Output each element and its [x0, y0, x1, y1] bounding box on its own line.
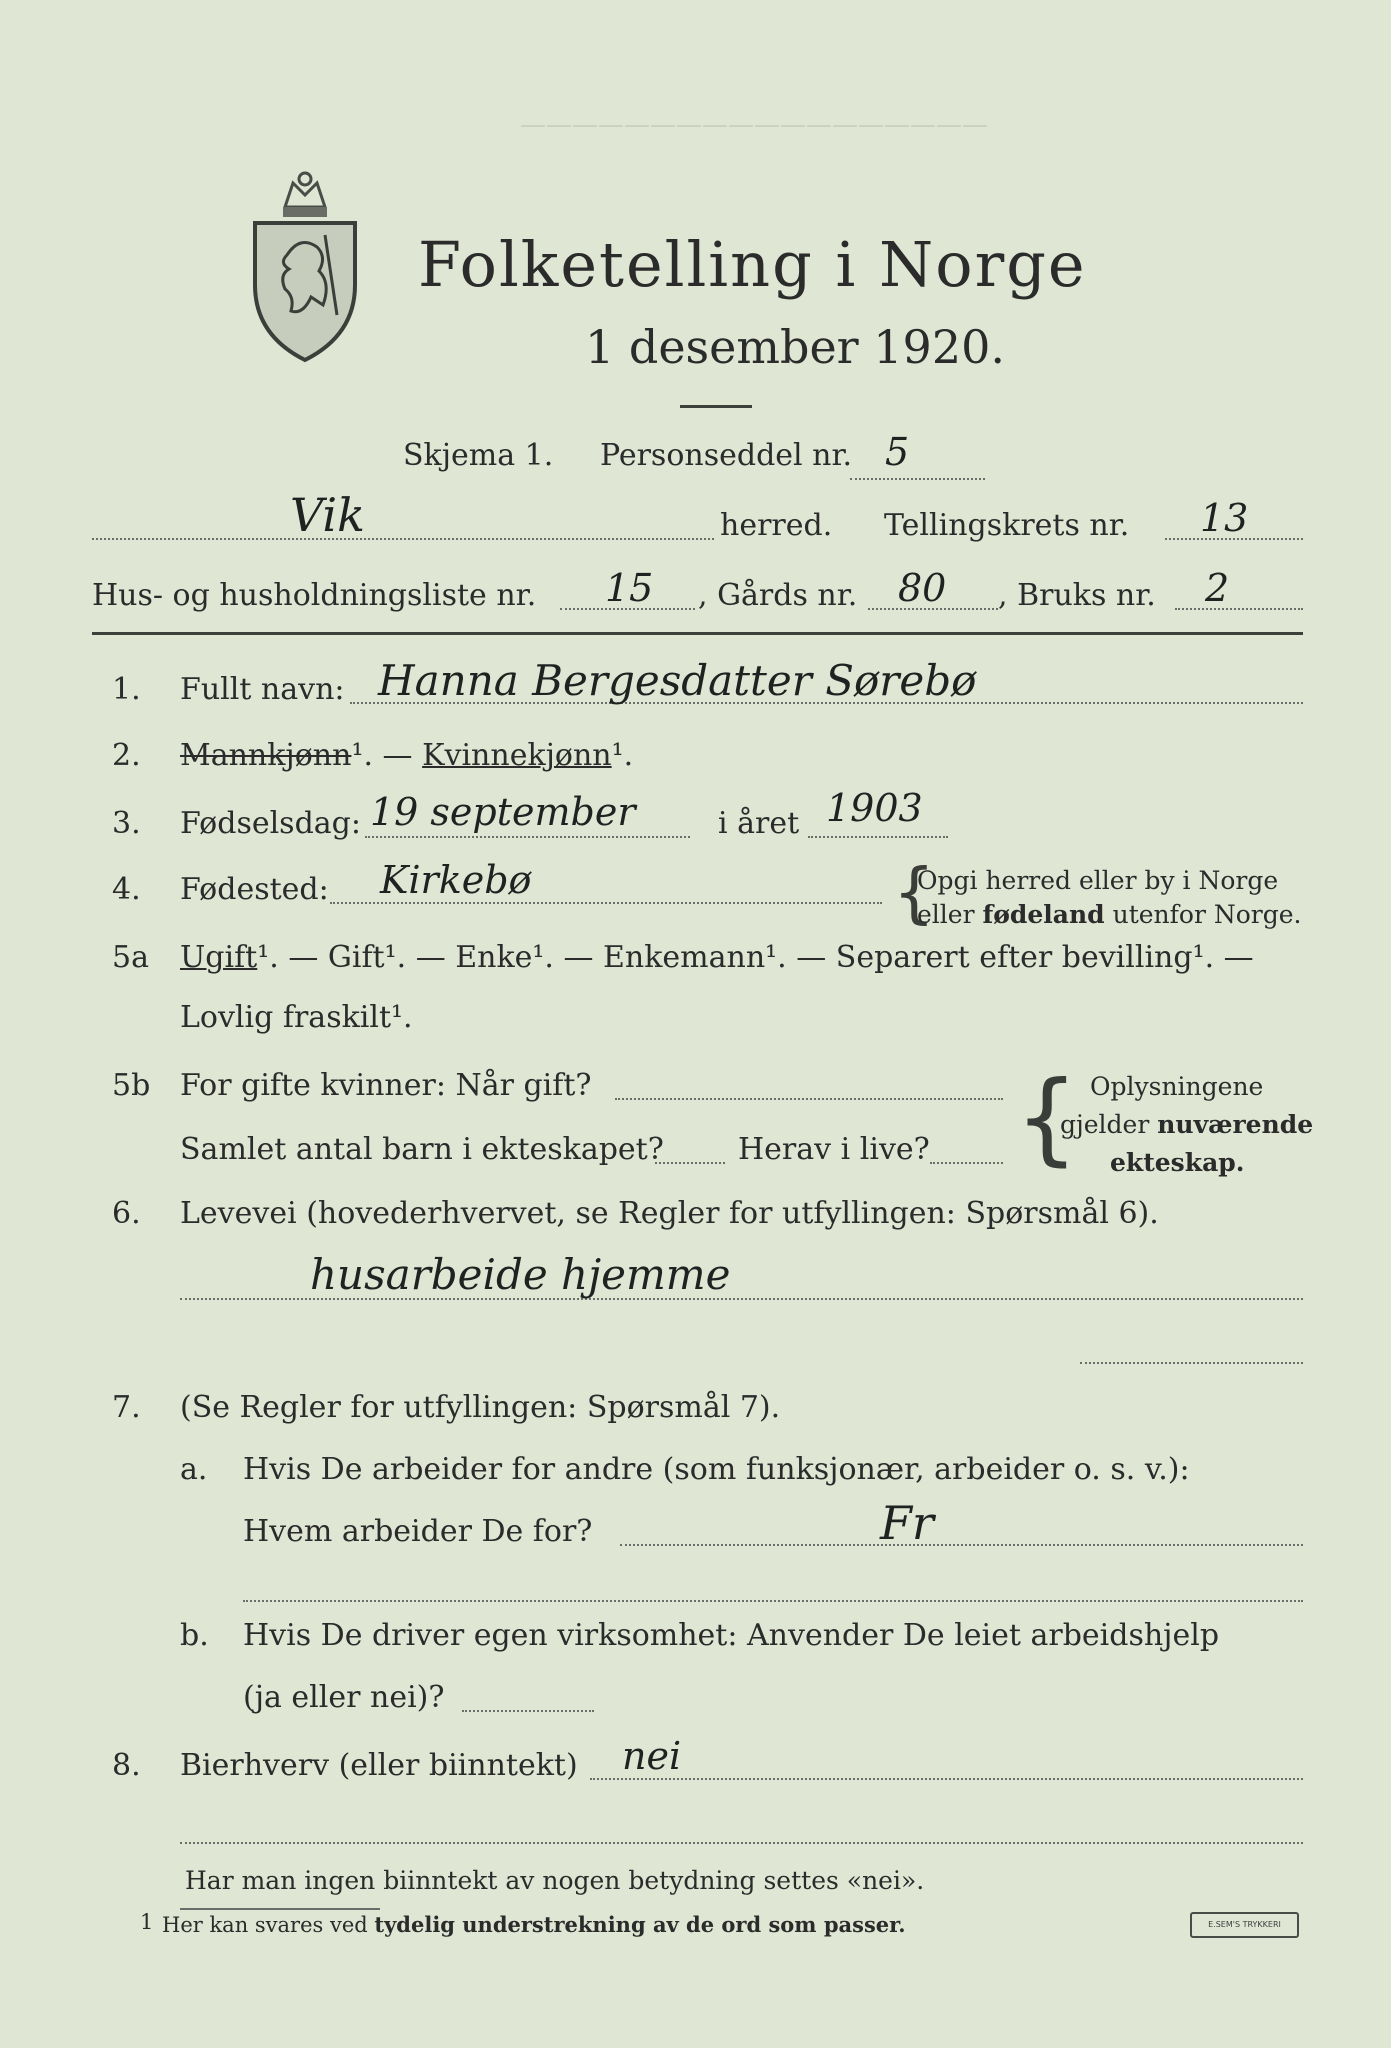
q7b-letter: b.	[180, 1618, 209, 1653]
full-name-value[interactable]: Hanna Bergesdatter Sørebø	[378, 656, 977, 705]
option-male[interactable]: Mannkjønn	[180, 738, 352, 773]
q6-number: 6.	[112, 1196, 141, 1231]
q5a-line2: Lovlig fraskilt¹.	[180, 1000, 413, 1035]
employer-value[interactable]: Fr	[880, 1496, 934, 1550]
gards-value[interactable]: 80	[898, 566, 947, 610]
schema-label: Skjema 1.	[403, 438, 554, 473]
q4-brace: {	[893, 854, 935, 931]
q7-label: (Se Regler for utfyllingen: Spørsmål 7).	[180, 1390, 781, 1425]
q5b-when-line	[615, 1098, 1003, 1100]
q5b-brace: {	[1015, 1059, 1079, 1176]
option-female[interactable]: Kvinnekjønn	[422, 738, 612, 773]
footnote-text: Her kan svares ved tydelig understrekning av de ord som passer.	[162, 1912, 906, 1937]
q7b-line	[462, 1710, 594, 1712]
q7a-letter: a.	[180, 1452, 208, 1487]
census-date: 1 desember 1920.	[585, 320, 1005, 374]
header-divider	[92, 632, 1303, 635]
option-ugift[interactable]: Ugift	[180, 940, 258, 975]
q5b-note-line1: Oplysningene	[1090, 1072, 1264, 1101]
q7a-line2: Hvem arbeider De for?	[243, 1514, 593, 1549]
bleed-through-text: ——————————————————	[520, 110, 988, 140]
q8-line	[590, 1778, 1303, 1780]
side-income-value[interactable]: nei	[622, 1734, 682, 1778]
q5b-children: Samlet antal barn i ekteskapet?	[180, 1132, 664, 1167]
herred-label: herred.	[720, 508, 833, 543]
occupation-value[interactable]: husarbeide hjemme	[310, 1250, 731, 1299]
herred-value[interactable]: Vik	[290, 488, 365, 542]
footnote-divider	[180, 1908, 380, 1910]
bruks-label: , Bruks nr.	[998, 578, 1156, 613]
herred-line	[92, 538, 714, 540]
personseddel-line	[850, 478, 985, 480]
q3-number: 3.	[112, 806, 141, 841]
q5b-alive: Herav i live?	[738, 1132, 930, 1167]
q8-number: 8.	[112, 1748, 141, 1783]
birth-year-value[interactable]: 1903	[826, 786, 923, 830]
form-title: Folketelling i Norge	[418, 228, 1087, 301]
bruks-line	[1175, 608, 1303, 610]
q5b-number: 5b	[112, 1068, 151, 1103]
q7b-line1: Hvis De driver egen virksomhet: Anvender De leiet arbeidshjelp	[243, 1618, 1220, 1653]
q1-number: 1.	[112, 672, 141, 707]
q7a-line-extra	[243, 1600, 1303, 1602]
personseddel-value[interactable]: 5	[885, 430, 910, 474]
q7a-line1: Hvis De arbeider for andre (som funksjonær, arbeider o. s. v.):	[243, 1452, 1190, 1487]
q6-line2	[1080, 1362, 1303, 1364]
q5b-when-married: For gifte kvinner: Når gift?	[180, 1068, 592, 1103]
husholdning-label: Hus- og husholdningsliste nr.	[92, 578, 537, 613]
q4-note-line1: Opgi herred eller by i Norge	[917, 866, 1279, 895]
q4-note-line2: eller fødeland utenfor Norge.	[917, 900, 1302, 929]
q3-label: Fødselsdag:	[180, 806, 361, 841]
tellingskrets-value[interactable]: 13	[1200, 496, 1249, 540]
printer-stamp: E.SEM'S TRYKKERI	[1190, 1912, 1299, 1938]
q3-year-label: i året	[718, 806, 800, 841]
q5b-note-line2: gjelder nuværende	[1060, 1110, 1314, 1139]
q4-line	[330, 902, 882, 904]
q5b-children-line	[655, 1162, 725, 1164]
note-nei: Har man ingen biinntekt av nogen betydning settes «nei».	[185, 1866, 925, 1895]
birthplace-value[interactable]: Kirkebø	[380, 858, 532, 902]
q5b-note-line3: ekteskap.	[1110, 1148, 1245, 1177]
q7b-line2: (ja eller nei)?	[243, 1680, 445, 1715]
q1-label: Fullt navn:	[180, 672, 345, 707]
q7-number: 7.	[112, 1390, 141, 1425]
personseddel-label: Personseddel nr.	[600, 438, 853, 473]
q5a-marital-options: Ugift¹. — Gift¹. — Enke¹. — Enkemann¹. — Separert efter bevilling¹. —	[180, 940, 1254, 975]
q8-line-extra	[180, 1842, 1303, 1844]
q4-label: Fødested:	[180, 872, 329, 907]
q6-label: Levevei (hovederhvervet, se Regler for utfyllingen: Spørsmål 6).	[180, 1196, 1159, 1231]
q7a-line	[620, 1544, 1303, 1546]
q5a-number: 5a	[112, 940, 149, 975]
q4-number: 4.	[112, 872, 141, 907]
birthday-value[interactable]: 19 september	[370, 790, 636, 834]
title-rule	[680, 405, 752, 408]
husholdning-value[interactable]: 15	[605, 566, 654, 610]
q3-day-line	[365, 836, 690, 838]
norway-coat-of-arms-icon	[245, 165, 365, 365]
q3-year-line	[808, 836, 948, 838]
bruks-value[interactable]: 2	[1205, 566, 1230, 610]
gards-label: , Gårds nr.	[698, 578, 858, 613]
q2-number: 2.	[112, 738, 141, 773]
q2-sex-options: Mannkjønn¹. — Kvinnekjønn¹.	[180, 738, 634, 773]
tellingskrets-label: Tellingskrets nr.	[884, 508, 1130, 543]
q8-label: Bierhverv (eller biinntekt)	[180, 1748, 578, 1783]
q5b-alive-line	[930, 1162, 1003, 1164]
footnote-number: 1	[140, 1910, 154, 1934]
